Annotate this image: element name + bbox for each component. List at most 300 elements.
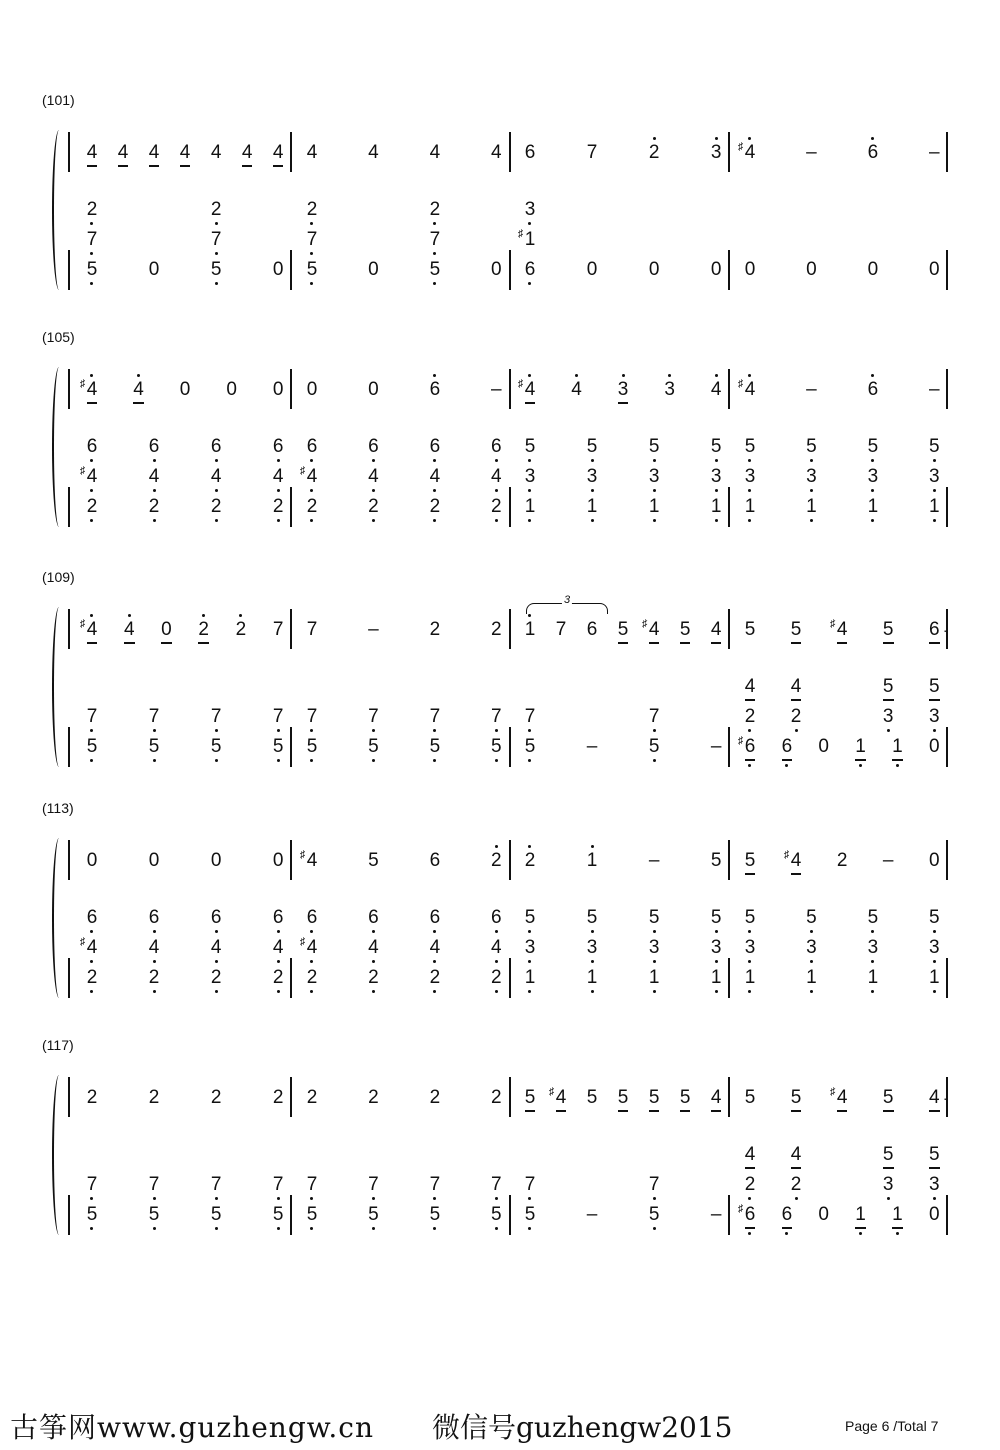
jianpu-note <box>484 437 508 457</box>
note-digit: 0 <box>148 259 160 280</box>
jianpu-note <box>580 938 604 958</box>
low-octave-dot <box>528 489 531 492</box>
note-digit: 1 <box>745 497 756 517</box>
note-digit: 7 <box>273 1175 284 1195</box>
note-digit: – <box>710 1204 722 1225</box>
jianpu-note <box>266 467 290 487</box>
jianpu-note <box>423 908 447 928</box>
note-digit: 2 <box>236 620 247 640</box>
note-digit: 5 <box>430 260 441 280</box>
note-digit: 6 <box>211 908 222 928</box>
note-digit: 7 <box>491 1175 502 1195</box>
low-octave-dot <box>748 764 751 767</box>
low-octave-dot <box>215 990 218 993</box>
note-digit: 5 <box>806 908 817 928</box>
sharp-sign: ♯ <box>79 378 86 390</box>
note-digit: 7 <box>87 1175 98 1195</box>
low-octave-dot <box>591 930 594 933</box>
note-digit: 4 <box>273 467 284 487</box>
jianpu-note <box>300 497 324 517</box>
jianpu-note <box>738 1175 762 1195</box>
jianpu-note <box>922 707 946 727</box>
jianpu-note <box>922 1145 946 1165</box>
low-octave-dot <box>372 960 375 963</box>
note-digit: 2 <box>148 1087 160 1108</box>
jianpu-note <box>518 968 542 988</box>
note-digit: 0 <box>86 850 98 871</box>
sharp-sign: ♯ <box>737 735 744 747</box>
jianpu-note <box>922 1088 946 1108</box>
sharp-sign: ♯ <box>517 228 524 240</box>
jianpu-note <box>549 620 573 640</box>
barline-top <box>946 369 948 409</box>
jianpu-note <box>117 620 141 640</box>
low-octave-dot <box>310 759 313 762</box>
note-digit: 0 <box>368 379 379 400</box>
barline-bottom <box>946 1195 948 1235</box>
jianpu-note <box>580 1205 604 1225</box>
note-digit: 4 ♯ <box>791 851 802 871</box>
jianpu-note <box>876 1145 900 1165</box>
beam-underline <box>618 402 629 404</box>
barline-top <box>68 132 70 172</box>
jianpu-note <box>80 437 104 457</box>
note-digit: 2 <box>87 200 98 220</box>
note-digit: 4 <box>711 380 722 400</box>
jianpu-note <box>300 437 324 457</box>
low-octave-dot <box>653 930 656 933</box>
jianpu-note <box>423 737 447 757</box>
jianpu-note <box>738 1205 762 1225</box>
jianpu-note <box>361 467 385 487</box>
jianpu-note <box>204 497 228 517</box>
jianpu-note <box>142 143 166 163</box>
jianpu-note <box>549 1088 573 1108</box>
note-digit: 5 <box>149 1205 160 1225</box>
jianpu-note <box>423 1175 447 1195</box>
low-octave-dot <box>90 489 93 492</box>
note-digit: 5 <box>525 1205 536 1225</box>
low-octave-dot <box>591 960 594 963</box>
note-digit: 2 <box>307 200 318 220</box>
low-octave-dot <box>277 489 280 492</box>
low-octave-dot <box>433 489 436 492</box>
note-digit: 0 <box>491 259 502 280</box>
jianpu-note <box>80 1088 104 1108</box>
jianpu-note <box>484 707 508 727</box>
low-octave-dot <box>277 519 280 522</box>
note-digit: 5 <box>883 1145 894 1165</box>
barline-top <box>290 369 292 409</box>
note-digit: – <box>710 736 722 757</box>
barline-top <box>290 609 292 649</box>
jianpu-note <box>80 467 104 487</box>
jianpu-note <box>266 380 290 400</box>
barline-bottom <box>946 487 948 527</box>
note-digit: 5 <box>649 908 660 928</box>
low-octave-dot <box>715 519 718 522</box>
note-digit: 2 <box>649 143 660 163</box>
jianpu-note <box>423 260 447 280</box>
jianpu-note <box>361 620 385 640</box>
jianpu-note <box>738 677 762 697</box>
beam-underline <box>929 642 940 644</box>
low-octave-dot <box>748 459 751 462</box>
low-octave-dot <box>748 1232 751 1235</box>
note-digit: 5 <box>368 737 379 757</box>
jianpu-note <box>704 908 728 928</box>
note-digit: 7 <box>272 619 284 640</box>
note-digit: 4 <box>429 142 441 163</box>
sharp-sign: ♯ <box>737 378 744 390</box>
jianpu-note <box>423 1205 447 1225</box>
low-octave-dot <box>433 252 436 255</box>
low-octave-dot <box>90 930 93 933</box>
note-digit: 4 ♯ <box>87 620 98 640</box>
low-octave-dot <box>372 759 375 762</box>
low-octave-dot <box>495 960 498 963</box>
jianpu-note <box>922 737 946 757</box>
jianpu-note <box>922 908 946 928</box>
low-octave-dot <box>90 519 93 522</box>
note-digit: 0 <box>929 1204 940 1225</box>
jianpu-note <box>830 620 854 640</box>
jianpu-note <box>799 497 823 517</box>
jianpu-note <box>423 380 447 400</box>
note-digit: 5 <box>307 737 318 757</box>
note-digit: 5 <box>491 1205 502 1225</box>
note-digit: 4 ♯ <box>307 851 318 871</box>
note-digit: 3 <box>587 938 598 958</box>
low-octave-dot <box>310 1227 313 1230</box>
note-digit: 2 <box>430 497 441 517</box>
jianpu-note <box>229 620 253 640</box>
note-digit: 7 <box>307 707 318 727</box>
note-digit: 5 <box>791 1088 802 1108</box>
jianpu-note <box>300 230 324 250</box>
note-digit: 5 <box>745 908 756 928</box>
note-digit: 5 <box>745 437 756 457</box>
low-octave-dot <box>433 519 436 522</box>
note-digit: 4 <box>211 467 222 487</box>
jianpu-note <box>266 1088 290 1108</box>
low-octave-dot <box>715 459 718 462</box>
note-digit: 2 <box>307 968 318 988</box>
note-digit: 5 <box>883 677 894 697</box>
jianpu-note <box>192 620 216 640</box>
jianpu-note <box>518 851 542 871</box>
low-octave-dot <box>653 729 656 732</box>
low-octave-dot <box>277 1197 280 1200</box>
sharp-sign: ♯ <box>299 936 306 948</box>
jianpu-note <box>484 467 508 487</box>
note-digit: 3 <box>664 380 675 400</box>
grand-staff-brace <box>52 838 66 998</box>
jianpu-note <box>580 467 604 487</box>
barline-bottom <box>68 487 70 527</box>
low-octave-dot <box>785 1232 788 1235</box>
beam-underline <box>133 402 144 404</box>
low-octave-dot <box>215 519 218 522</box>
low-octave-dot <box>215 1227 218 1230</box>
jianpu-note <box>799 143 823 163</box>
note-digit: 2 <box>491 619 502 640</box>
barline-top <box>509 132 511 172</box>
beam-underline <box>745 1227 756 1229</box>
jianpu-note <box>300 1088 324 1108</box>
jianpu-note <box>673 1088 697 1108</box>
jianpu-note <box>784 1088 808 1108</box>
jianpu-note <box>704 497 728 517</box>
low-octave-dot <box>933 489 936 492</box>
low-octave-dot <box>277 459 280 462</box>
note-digit: 3 <box>929 1175 940 1195</box>
note-digit: 0 <box>818 1204 829 1225</box>
note-digit: 5 <box>307 1205 318 1225</box>
jianpu-note <box>484 1088 508 1108</box>
note-digit: 6 <box>149 437 160 457</box>
low-octave-dot <box>528 1227 531 1230</box>
jianpu-note <box>80 707 104 727</box>
jianpu-note <box>922 497 946 517</box>
jianpu-note <box>266 143 290 163</box>
note-digit: 7 <box>87 707 98 727</box>
note-digit: 2 <box>525 851 536 871</box>
low-octave-dot <box>887 729 890 732</box>
beam-underline <box>745 1167 756 1169</box>
jianpu-note <box>518 737 542 757</box>
jianpu-note <box>300 1205 324 1225</box>
beam-underline <box>618 642 629 644</box>
low-octave-dot <box>153 519 156 522</box>
jianpu-note <box>784 1145 808 1165</box>
low-octave-dot <box>215 459 218 462</box>
note-digit: 0 <box>272 259 284 280</box>
jianpu-note <box>518 908 542 928</box>
note-digit: 7 <box>149 707 160 727</box>
jianpu-note <box>361 497 385 517</box>
jianpu-note <box>704 968 728 988</box>
beam-underline <box>855 1227 866 1229</box>
note-digit: 5 <box>868 437 879 457</box>
sharp-sign: ♯ <box>829 1086 836 1098</box>
low-octave-dot <box>90 459 93 462</box>
jianpu-note <box>642 707 666 727</box>
note-digit: 6 <box>307 437 318 457</box>
note-digit: 7 <box>307 1175 318 1195</box>
jianpu-note <box>484 1205 508 1225</box>
note-digit: 7 <box>368 707 379 727</box>
low-octave-dot <box>90 960 93 963</box>
jianpu-note <box>642 938 666 958</box>
jianpu-note <box>266 938 290 958</box>
low-octave-dot <box>310 489 313 492</box>
jianpu-note <box>204 260 228 280</box>
beam-underline <box>791 642 802 644</box>
jianpu-note <box>80 1175 104 1195</box>
note-digit: – <box>929 379 940 400</box>
jianpu-note <box>518 143 542 163</box>
beam-underline <box>791 1110 802 1112</box>
note-digit: – <box>806 379 817 400</box>
note-digit: 1 <box>649 497 660 517</box>
beam-underline <box>87 642 98 644</box>
note-digit: 5 <box>711 908 722 928</box>
jianpu-note <box>80 230 104 250</box>
jianpu-note <box>861 380 885 400</box>
note-digit: 5 <box>929 437 940 457</box>
note-digit: 5 <box>868 908 879 928</box>
note-digit: 4 <box>791 1145 802 1165</box>
note-digit: 3 <box>806 938 817 958</box>
jianpu-note <box>642 851 666 871</box>
jianpu-note <box>885 1205 909 1225</box>
low-octave-dot <box>653 519 656 522</box>
jianpu-note <box>80 497 104 517</box>
note-digit: 5 <box>744 1087 756 1108</box>
low-octave-dot <box>715 990 718 993</box>
note-digit: 7 <box>306 619 318 640</box>
low-octave-dot <box>310 222 313 225</box>
low-octave-dot <box>495 459 498 462</box>
note-digit: 2 <box>491 968 502 988</box>
low-octave-dot <box>215 930 218 933</box>
jianpu-note <box>861 908 885 928</box>
low-octave-dot <box>495 489 498 492</box>
beam-underline <box>782 1227 793 1229</box>
barline-bottom <box>946 727 948 767</box>
note-digit: 5 <box>883 1088 894 1108</box>
beam-underline <box>711 1110 722 1112</box>
jianpu-note <box>80 200 104 220</box>
jianpu-note <box>300 143 324 163</box>
note-digit: 4 ♯ <box>525 380 536 400</box>
jianpu-note <box>518 620 542 640</box>
jianpu-note <box>518 437 542 457</box>
low-octave-dot <box>715 489 718 492</box>
barline-bottom <box>728 250 730 290</box>
note-digit: 6 <box>430 380 441 400</box>
low-octave-dot <box>153 990 156 993</box>
note-digit: 4 <box>711 620 722 640</box>
jianpu-note <box>704 851 728 871</box>
jianpu-note <box>80 1205 104 1225</box>
jianpu-note <box>300 260 324 280</box>
beam-underline <box>929 699 940 701</box>
beam-underline <box>929 1167 940 1169</box>
jianpu-note <box>738 707 762 727</box>
beam-underline <box>791 873 802 875</box>
high-octave-dot <box>90 374 93 377</box>
low-octave-dot <box>90 222 93 225</box>
note-digit: 2 <box>745 707 756 727</box>
low-octave-dot <box>90 1197 93 1200</box>
high-octave-dot <box>90 614 93 617</box>
jianpu-note <box>861 938 885 958</box>
jianpu-note <box>80 938 104 958</box>
low-octave-dot <box>653 1197 656 1200</box>
jianpu-note <box>885 737 909 757</box>
note-digit: 1 <box>525 620 536 640</box>
note-digit: 3 <box>883 1175 894 1195</box>
note-digit: 3 <box>649 467 660 487</box>
note-digit: 2 <box>491 1087 502 1108</box>
barline-bottom <box>68 727 70 767</box>
note-digit: 2 <box>306 1087 318 1108</box>
grand-staff-brace <box>52 607 66 767</box>
low-octave-dot <box>433 222 436 225</box>
note-digit: 4 <box>211 938 222 958</box>
note-digit: 2 <box>491 497 502 517</box>
note-digit: – <box>929 142 940 163</box>
beam-underline <box>883 1110 894 1112</box>
barline-top <box>728 369 730 409</box>
note-digit: 4 <box>149 938 160 958</box>
low-octave-dot <box>528 1197 531 1200</box>
jianpu-note <box>154 620 178 640</box>
note-digit: 6 <box>430 437 441 457</box>
sharp-sign: ♯ <box>641 618 648 630</box>
note-digit: 5 <box>586 1087 598 1108</box>
beam-underline <box>87 165 98 167</box>
note-digit: 5 <box>618 620 629 640</box>
barline-top <box>509 840 511 880</box>
low-octave-dot <box>215 960 218 963</box>
note-digit: 7 <box>87 230 98 250</box>
low-octave-dot <box>653 960 656 963</box>
jianpu-note <box>642 260 666 280</box>
note-digit: 5 <box>649 1088 660 1108</box>
note-digit: 6 <box>273 437 284 457</box>
low-octave-dot <box>528 222 531 225</box>
jianpu-note <box>300 737 324 757</box>
beam-underline <box>161 642 172 644</box>
jianpu-note <box>799 908 823 928</box>
note-digit: 3 <box>745 938 756 958</box>
note-digit: 4 · <box>929 1088 940 1108</box>
note-digit: 4 <box>306 142 318 163</box>
jianpu-note <box>799 260 823 280</box>
note-digit: 1 <box>929 497 940 517</box>
note-digit: 7 <box>649 707 660 727</box>
note-digit: 0 <box>272 379 284 400</box>
grand-staff-brace <box>52 367 66 527</box>
jianpu-note <box>361 437 385 457</box>
beam-underline <box>198 642 209 644</box>
barline-bottom <box>509 487 511 527</box>
beam-underline <box>782 759 793 761</box>
low-octave-dot <box>653 759 656 762</box>
barline-bottom <box>290 250 292 290</box>
low-octave-dot <box>933 960 936 963</box>
jianpu-note <box>300 467 324 487</box>
low-octave-dot <box>810 990 813 993</box>
jianpu-note <box>518 938 542 958</box>
jianpu-note <box>642 1175 666 1195</box>
note-digit: 3 <box>618 380 629 400</box>
note-digit: 4 <box>491 938 502 958</box>
note-digit: 3 <box>525 200 536 220</box>
note-digit: 4 <box>711 1088 722 1108</box>
note-digit: 6 <box>491 908 502 928</box>
jianpu-note <box>204 230 228 250</box>
note-digit: 5 <box>806 437 817 457</box>
jianpu-note <box>423 437 447 457</box>
jianpu-note <box>300 380 324 400</box>
jianpu-note <box>518 200 542 220</box>
jianpu-note <box>423 1088 447 1108</box>
jianpu-note <box>204 200 228 220</box>
